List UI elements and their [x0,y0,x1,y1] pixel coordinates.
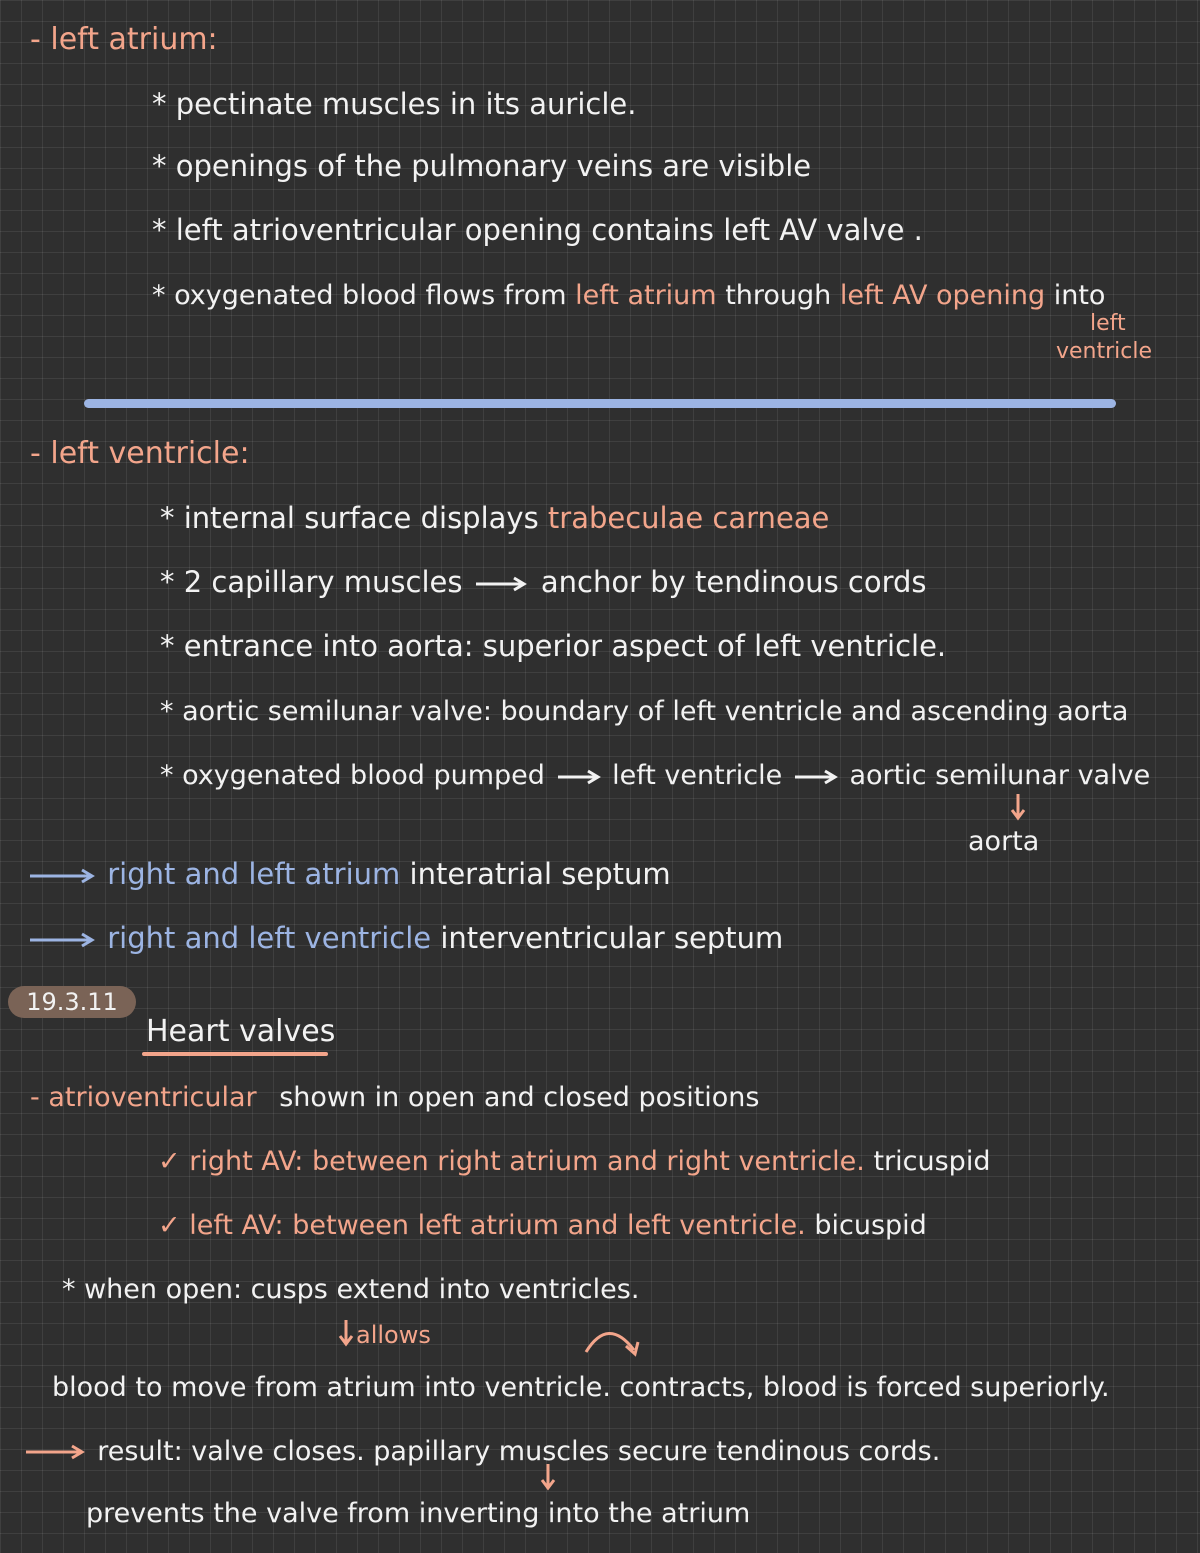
down-arrow-icon [1008,792,1028,822]
left-ventricle-bullet-3: * entrance into aorta: superior aspect of left ventricle. [160,629,947,663]
right-arrow-icon [554,767,604,787]
left-ventricle-bullet-1 [160,500,829,536]
section-divider [84,399,1116,408]
right-av-label: right AV: [189,1146,304,1177]
right-av-desc: between right atrium and right ventricle. [311,1146,865,1177]
right-arrow-icon [472,574,532,594]
left-av-label: left AV: [189,1210,284,1241]
section-title: Heart valves [146,1014,336,1049]
left-atrium-heading [30,22,218,58]
flow-suffix: into [1053,280,1106,311]
septum-2-colored: right and left ventricle [107,921,432,955]
heading-dash: - [30,22,41,57]
right-arrow-icon [28,866,98,886]
left-ventricle-bullet-2 [160,564,927,600]
check-icon: ✓ [158,1146,181,1177]
blood-movement-line: blood to move from atrium into ventricle. contracts, blood is forced superiorly. [52,1372,1110,1403]
flow-target-left: left [1090,311,1126,336]
left-av-desc: between left atrium and left ventricle. [292,1210,806,1241]
right-av-type: tricuspid [873,1146,991,1177]
left-ventricle-bullet-4: * aortic semilunar valve: boundary of left ventricle and ascending aorta [160,696,1129,727]
right-arrow-icon [24,1442,88,1462]
down-arrow-icon [336,1318,356,1348]
heading-dash: - [30,1082,40,1113]
left-atrium-flow-line [152,278,1105,314]
left-atrium-title: left atrium: [50,22,218,57]
down-arrow-icon [538,1462,558,1492]
left-ventricle-heading [30,436,250,472]
prevents-line: prevents the valve from inverting into the atrium [86,1498,751,1529]
left-av-line [158,1208,927,1244]
flow-term-left-atrium: left atrium [575,280,717,311]
allows-label: allows [356,1321,431,1349]
curved-arrow-icon [582,1322,642,1362]
heading-dash: - [30,436,41,471]
result-text: result: valve closes. papillary muscles secure tendinous cords. [97,1436,941,1467]
check-icon: ✓ [158,1210,181,1241]
left-av-type: bicuspid [814,1210,927,1241]
left-ventricle-bullet-5 [160,758,1150,794]
flow-term-left-av-opening: left AV opening [839,280,1046,311]
bullet-5-b: left ventricle [612,760,783,791]
septum-line-1 [28,856,671,892]
bullet-1-term: trabeculae carneae [547,501,830,535]
flow-mid: through [725,280,832,311]
result-line [24,1432,940,1470]
av-heading [30,1080,759,1116]
septum-1-plain: interatrial septum [409,857,671,891]
flow-prefix: * oxygenated blood flows from [152,280,567,311]
bullet-2-right: anchor by tendinous cords [540,565,927,599]
av-heading-rest: shown in open and closed positions [279,1082,760,1113]
right-arrow-icon [791,767,841,787]
aorta-label: aorta [968,826,1040,857]
bullet-1-prefix: * internal surface displays [160,501,539,535]
when-open-line: * when open: cusps extend into ventricles. [62,1274,640,1305]
right-av-line [158,1144,990,1180]
bullet-2-left: * 2 capillary muscles [160,565,463,599]
left-atrium-bullet-1: * pectinate muscles in its auricle. [152,87,637,121]
septum-2-plain: interventricular septum [440,921,784,955]
right-arrow-icon [28,930,98,950]
septum-1-colored: right and left atrium [107,857,401,891]
left-atrium-bullet-3: * left atrioventricular opening contains left AV valve . [152,213,923,247]
bullet-5-a: * oxygenated blood pumped [160,760,545,791]
flow-target-ventricle: ventricle [1056,339,1153,364]
left-ventricle-title: left ventricle: [50,436,250,471]
left-atrium-bullet-2: * openings of the pulmonary veins are visible [152,149,812,183]
section-title-underline [142,1052,328,1056]
av-title: atrioventricular [48,1082,257,1113]
section-number-badge: 19.3.11 [8,986,136,1018]
septum-line-2 [28,920,783,956]
bullet-5-c: aortic semilunar valve [849,760,1151,791]
